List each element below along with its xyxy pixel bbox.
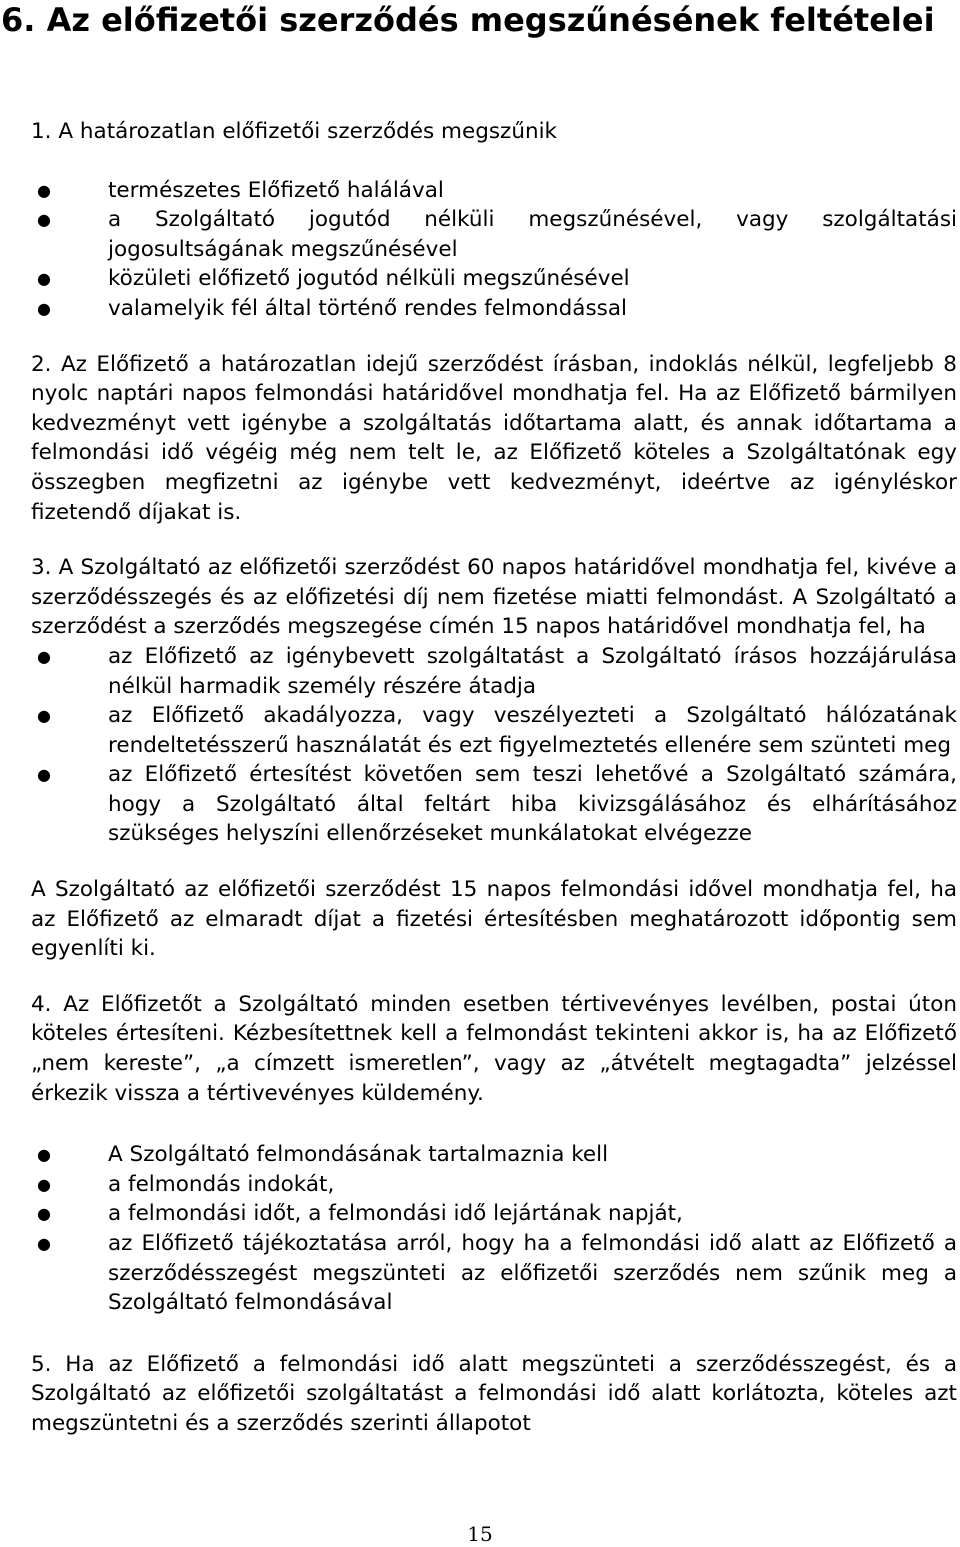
list-item: [31, 1140, 957, 1170]
bullet-icon: ●: [37, 180, 51, 200]
section4-paragraph: 4. Az Előfizetőt a Szolgáltató minden esetben tértivevényes levélben, postai úton köteles értesíteni. Kézbesítettnek kell a felmondást tekinteni akkor is, ha az Előfizető „nem kereste”, „a címzett ismeretlen”, vagy az „átvételt megtagadta” jelzéssel érkezik vissza a tértivevényes küldemény.: [31, 991, 957, 1106]
spacer: [31, 964, 957, 990]
bullet-icon: ●: [37, 765, 51, 785]
section5-paragraph: 5. Ha az Előfizető a felmondási idő alatt megszünteti a szerződésszegést, és a Szolgáltató az előfizetői szolgáltatást a felmondási idő alatt korlátozta, köteles azt megszüntetni és a szerződés szerinti állapotot: [31, 1351, 957, 1436]
list-item-text: a felmondás indokát,: [108, 1171, 335, 1197]
spacer: [31, 324, 957, 350]
bullet-icon: ●: [37, 1174, 51, 1194]
spacer: [31, 527, 957, 553]
bullet-icon: ●: [37, 269, 51, 289]
bullet-icon: ●: [37, 1204, 51, 1224]
list-item: [31, 642, 957, 701]
list-item-text: természetes Előfizető halálával: [108, 177, 444, 203]
section-heading: 6. Az előfizetői szerződés megszűnésének feltételei: [1, 1, 935, 39]
bullet-icon: ●: [37, 1234, 51, 1253]
bullet-icon: ●: [37, 298, 51, 318]
list-item: [31, 1170, 957, 1200]
section2-paragraph: 2. Az Előfizető a határozatlan idejű szerződést írásban, indoklás nélkül, legfeljebb 8 nyolc naptári napos felmondási határidővel mondhatja fel. Ha az Előfizető bármilyen kedvezményt vett igénybe a szolgáltatás időtartama alatt, és annak időtartama a felmondási idő végéig még nem telt le, az Előfizető köteles a Szolgáltatónak egy összegben megfizetni az igénybe vett kedvezményt, ideértve az igényléskor fizetendő díjakat is.: [31, 351, 957, 525]
section1-list: [31, 176, 957, 324]
bullet-icon: ●: [37, 1145, 51, 1165]
list-item: [31, 760, 957, 849]
list-item: [31, 205, 957, 264]
list-item-text: az Előfizető tájékoztatása arról, hogy ha a felmondási idő alatt az Előfizető a szerződésszegést megszünteti az előfizetői szerződés nem szűnik meg a Szolgáltató felmondásával: [108, 1231, 957, 1316]
spacer: [31, 849, 957, 875]
document-body: [31, 117, 957, 1439]
section4-list: [31, 1140, 957, 1318]
list-item-text: az Előfizető értesítést követően sem teszi lehetővé a Szolgáltató számára, hogy a Szolgáltató által feltárt hiba kivizsgálásához és elhárításához szükséges helyszíni ellenőrzéseket munkálatokat elvégezze: [108, 762, 957, 847]
list-item: [31, 176, 957, 206]
list-item: [31, 264, 957, 294]
list-item: [31, 1229, 957, 1318]
list-item-text: közületi előfizető jogutód nélküli megszűnésével: [108, 266, 630, 292]
list-item-text: az Előfizető az igénybevett szolgáltatást a Szolgáltató írásos hozzájárulása nélkül harmadik személy részére átadja: [108, 643, 957, 699]
list-item-text: a Szolgáltató jogutód nélküli megszűnésével, vagy szolgáltatási jogosultságának megszűnésével: [108, 207, 957, 262]
section3-after-paragraph: A Szolgáltató az előfizetői szerződést 15 napos felmondási idővel mondhatja fel, ha az Előfizető az elmaradt díjat a fizetési értesítésben meghatározott időpontig sem egyenlíti ki.: [31, 877, 957, 962]
section3-paragraph: 3. A Szolgáltató az előfizetői szerződést 60 napos határidővel mondhatja fel, kivéve a szerződésszegés és az előfizetési díj nem fizetése miatti felmondást. A Szolgáltató a szerződést a szerződés megszegése címén 15 napos határidővel mondhatja fel, ha: [31, 555, 957, 640]
list-item-text: A Szolgáltató felmondásának tartalmaznia kell: [108, 1142, 609, 1168]
bullet-icon: ●: [37, 706, 51, 726]
bullet-icon: ●: [37, 210, 51, 230]
list-item: [31, 1199, 957, 1229]
list-item-text: valamelyik fél által történő rendes felmondással: [108, 295, 628, 321]
spacer: [31, 147, 957, 176]
section1-intro: 1. A határozatlan előfizetői szerződés megszűnik: [31, 119, 558, 144]
section3-list: [31, 642, 957, 849]
list-item: [31, 701, 957, 760]
spacer: [31, 1108, 957, 1140]
page-number: 15: [467, 1522, 493, 1546]
bullet-icon: ●: [37, 646, 51, 666]
list-item-text: a felmondási időt, a felmondási idő lejártának napját,: [108, 1201, 683, 1227]
spacer: [31, 1318, 957, 1350]
list-item-text: az Előfizető akadályozza, vagy veszélyezteti a Szolgáltató hálózatának rendeltetésszerű használatát és ezt figyelmeztetés ellenére sem szünteti meg: [108, 703, 957, 758]
list-item: [31, 294, 957, 324]
